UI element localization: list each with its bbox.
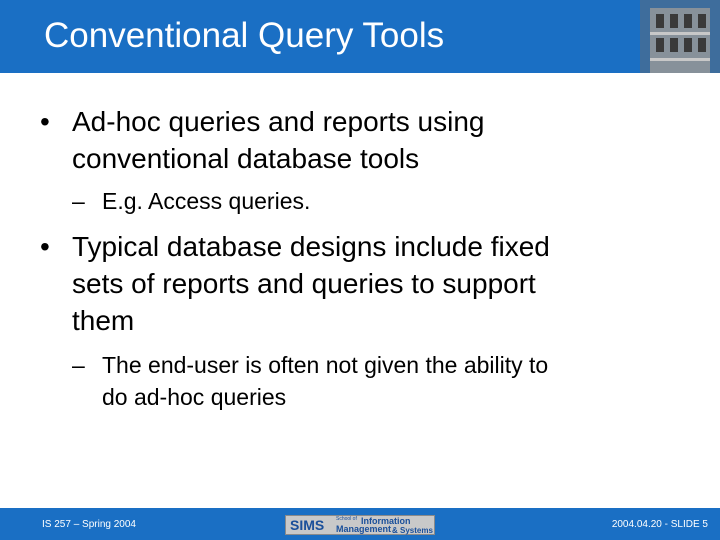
sims-logo xyxy=(285,515,435,535)
bullet-mark: • xyxy=(40,106,50,137)
logo-school-text: School of xyxy=(336,516,357,522)
bullet-text xyxy=(72,228,672,339)
bullet-line: them xyxy=(72,305,135,336)
footer-slide-number: 2004.04.20 - SLIDE 5 xyxy=(611,519,708,530)
logo-management-text: Management xyxy=(336,524,392,534)
sub-bullet-line: The end-user is often not given the ability to xyxy=(102,352,549,378)
dash-mark: – xyxy=(72,188,85,214)
slide-title: Conventional Query Tools xyxy=(44,16,445,55)
bullet-line: Ad-hoc queries and reports using xyxy=(72,106,485,137)
sub-bullet-line: do ad-hoc queries xyxy=(102,384,287,410)
sub-bullet-text xyxy=(102,349,682,413)
logo-sims-text: SIMS xyxy=(290,517,325,533)
logo-information-text: Information xyxy=(361,516,411,526)
bullet-line: conventional database tools xyxy=(72,143,420,174)
bullet-mark: • xyxy=(40,231,50,262)
bullet-line: Typical database designs include fixed xyxy=(72,231,550,262)
footer-bar xyxy=(0,508,720,540)
logo-systems-text: & Systems xyxy=(392,526,433,535)
bullet-line: sets of reports and queries to support xyxy=(72,268,536,299)
sub-bullet-line: E.g. Access queries. xyxy=(102,188,311,214)
sub-bullet-text xyxy=(102,185,682,217)
footer-course: IS 257 – Spring 2004 xyxy=(42,519,136,530)
bullet-text xyxy=(72,103,672,177)
dash-mark: – xyxy=(72,352,85,378)
